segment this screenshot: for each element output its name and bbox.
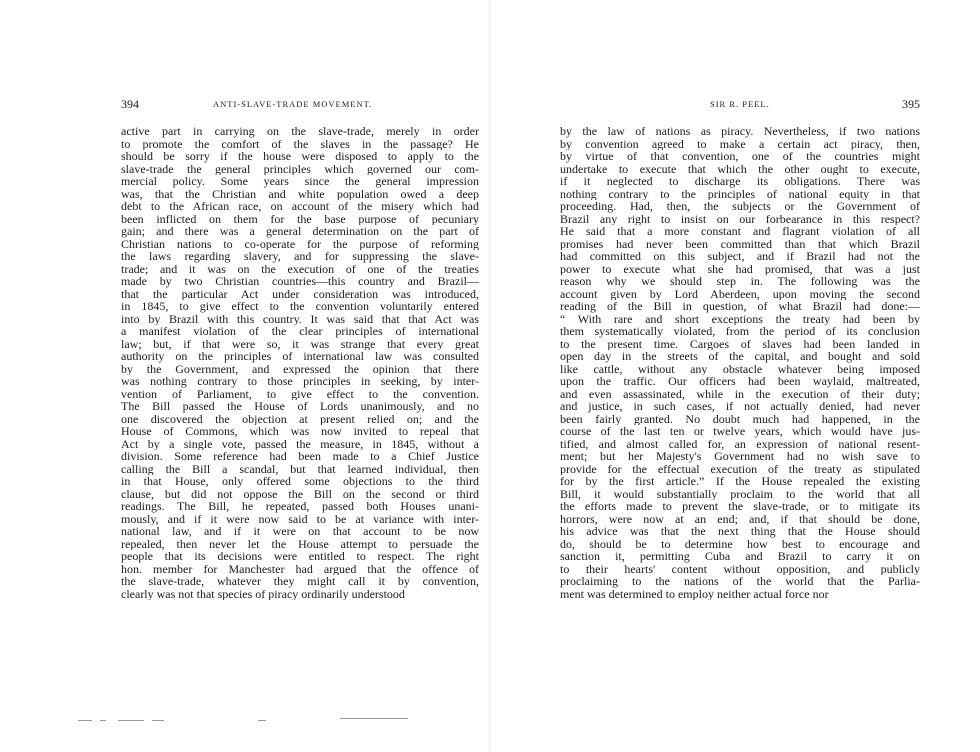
text-line: do, should be to determine how best to encourage and xyxy=(560,537,920,550)
text-line: upon the traffic. Our officers had been waylaid, maltreated, xyxy=(560,375,920,388)
text-line: people that its decisions were entitled to respect. The right xyxy=(121,550,479,563)
text-line: to promote the comfort of the slaves in the passage? He xyxy=(121,137,479,150)
text-line: the laws regarding slavery, and for suppressing the slave- xyxy=(121,250,479,263)
text-line: Christian nations to co-operate for the purpose of reforming xyxy=(121,237,479,250)
text-line: was, that the Christian and white population owed a deep xyxy=(121,187,479,200)
text-line: a manifest violation of the clear principles of international xyxy=(121,325,479,338)
text-line: the efforts made to prevent the slave-trade, or to mitigate its xyxy=(560,500,920,513)
text-line: been inflicted on them for the base purpose of pecuniary xyxy=(121,212,479,225)
left-page-number: 394 xyxy=(121,97,139,111)
text-line: gain; and there was a general determination on the part of xyxy=(121,225,479,238)
text-line: ment was determined to employ neither actual force nor xyxy=(560,587,829,600)
right-running-head: SIR R. PEEL. xyxy=(710,99,770,109)
text-line: to the present time. Cargoes of slaves had been landed in xyxy=(560,337,920,350)
right-page xyxy=(490,0,980,752)
text-line: undertake to execute that which the other ought to execute, xyxy=(560,162,920,175)
text-line: calling the Bill a scandal, but that learned individual, then xyxy=(121,462,479,475)
text-line: course of the last ten or twelve years, which would have jus- xyxy=(560,425,920,438)
text-line: and justice, in such cases, if not actually denied, had never xyxy=(560,400,920,413)
text-line: provide for the effectual execution of the treaty as stipulated xyxy=(560,462,920,475)
left-running-head: ANTI-SLAVE-TRADE MOVEMENT. xyxy=(213,99,373,109)
text-line: vention of Parliament, to give effect to the convention. xyxy=(121,387,479,400)
text-line: in that House, only offered some objections to the third xyxy=(121,475,479,488)
text-line: the slave-trade, whatever they might call it by convention, xyxy=(121,575,479,588)
text-line: account given by Lord Aberdeen, upon moving the second xyxy=(560,287,920,300)
text-line: into by Brazil with this country. It was said that that Act was xyxy=(121,312,479,325)
left-page-header xyxy=(121,96,479,112)
text-line: He said that a more constant and flagrant violation of all xyxy=(560,225,920,238)
text-line: House of Commons, which was now invited to repeal that xyxy=(121,425,479,438)
text-line: if it neglected to discharge its obligations. There was xyxy=(560,175,920,188)
left-page-text xyxy=(121,125,479,600)
text-line: Bill, it would substantially proclaim to the world that all xyxy=(560,487,920,500)
text-line: ment; but her Majesty's Government had no wish save to xyxy=(560,450,920,463)
text-line: repealed, then never let the House attempt to persuade the xyxy=(121,537,479,550)
text-line: proclaiming to the nations of the world that the Parlia- xyxy=(560,575,920,588)
text-line: power to execute what she had promised, that was a just xyxy=(560,262,920,275)
text-line: law; but, if that were so, it was strange that every great xyxy=(121,337,479,350)
text-line: proceeding. Had, then, the subjects or the Government of xyxy=(560,200,920,213)
text-line: mercial policy. Some years since the general impression xyxy=(121,175,479,188)
right-page-text xyxy=(560,125,920,600)
text-line: by the law of nations as piracy. Nevertheless, if two nations xyxy=(560,125,920,138)
text-line: Act by a single vote, passed the measure, in 1845, without a xyxy=(121,437,479,450)
right-page-number: 395 xyxy=(902,97,920,111)
text-line: clearly was not that species of piracy ordinarily understood xyxy=(121,587,405,600)
text-line: hon. member for Manchester had argued that the offence of xyxy=(121,562,479,575)
text-line: like cattle, without any obstacle whatever being imposed xyxy=(560,362,920,375)
text-line: trade; and it was on the execution of one of the treaties xyxy=(121,262,479,275)
text-line: authority on the principles of international law was consulted xyxy=(121,350,479,363)
text-line: slave-trade the general principles which governed our com- xyxy=(121,162,479,175)
text-line: his advice was that the next thing that the House should xyxy=(560,525,920,538)
text-line: was nothing contrary to those principles in seeking, by inter- xyxy=(121,375,479,388)
text-line: one discovered the objection at present relied on; and the xyxy=(121,412,479,425)
text-line: and even assassinated, while in the execution of their duty; xyxy=(560,387,920,400)
text-line: in 1845, to give effect to the convention voluntarily entered xyxy=(121,300,479,313)
right-page-header xyxy=(560,96,920,112)
text-line: sanction it, permitting Cuba and Brazil to carry it on xyxy=(560,550,920,563)
text-line: by convention agreed to make a certain act piracy, then, xyxy=(560,137,920,150)
text-line: debt to the African race, on account of the misery which had xyxy=(121,200,479,213)
text-line: that the particular Act under consideration was introduced, xyxy=(121,287,479,300)
text-line: for by the first article.” If the House repealed the existing xyxy=(560,475,920,488)
text-line: reading of the Bill in question, of what Brazil had done:— xyxy=(560,300,920,313)
text-line: by virtue of that convention, one of the countries might xyxy=(560,150,920,163)
text-line: them systematically violated, from the period of its conclusion xyxy=(560,325,920,338)
text-line: by the Government, and expressed the opinion that there xyxy=(121,362,479,375)
text-line: active part in carrying on the slave-trade, merely in order xyxy=(121,125,479,138)
text-line: open day in the streets of the capital, and bought and sold xyxy=(560,350,920,363)
scan-artifacts xyxy=(78,716,408,726)
text-line: mously, and if it were now said to be at variance with inter- xyxy=(121,512,479,525)
text-line: The Bill passed the House of Lords unanimously, and no xyxy=(121,400,479,413)
text-line: nothing contrary to the principles of national equity in that xyxy=(560,187,920,200)
text-line: reason why we should step in. The following was the xyxy=(560,275,920,288)
text-line: promises had never been committed than that which Brazil xyxy=(560,237,920,250)
text-line: horrors, were now at an end; and, if that should be done, xyxy=(560,512,920,525)
text-line: “ With rare and short exceptions the treaty had been by xyxy=(560,312,920,325)
text-line: made by two Christian countries—this country and Brazil— xyxy=(121,275,479,288)
text-line: readings. The Bill, he repeated, passed both Houses unani- xyxy=(121,500,479,513)
text-line: been fairly granted. No doubt much had happened, in the xyxy=(560,412,920,425)
text-line: division. Some reference had been made to a Chief Justice xyxy=(121,450,479,463)
text-line: should be sorry if the house were disposed to apply to the xyxy=(121,150,479,163)
text-line: national law, and if it were on that account to be now xyxy=(121,525,479,538)
text-line: tified, and almost called for, an expression of national resent- xyxy=(560,437,920,450)
text-line: clause, but did not oppose the Bill on the second or third xyxy=(121,487,479,500)
text-line: had committed on this subject, and if Brazil had not the xyxy=(560,250,920,263)
text-line: Brazil any right to insist on our forbearance in this respect? xyxy=(560,212,920,225)
text-line: to their hearts' content without opposition, and publicly xyxy=(560,562,920,575)
